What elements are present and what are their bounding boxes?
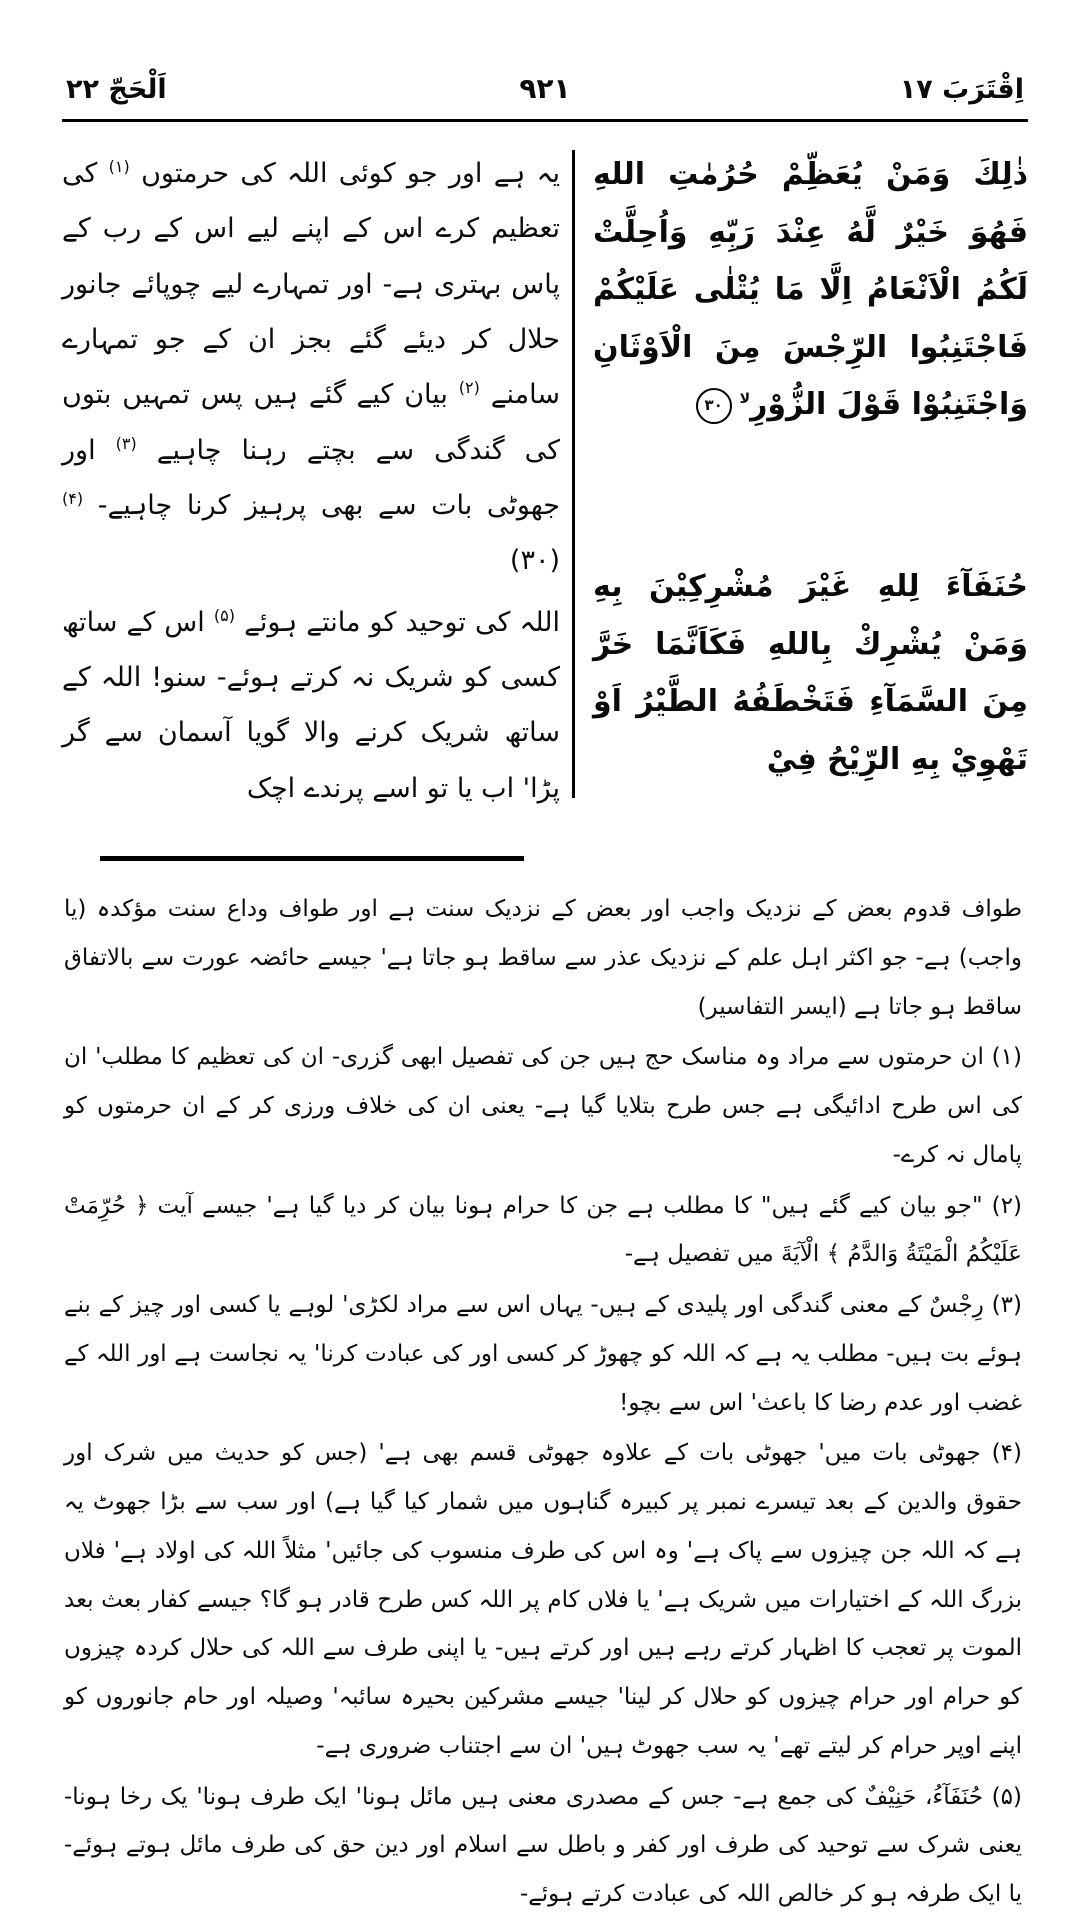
quran-arabic-column: [589, 146, 1028, 816]
footnote-text: حُنَفَآءُ، حَنِيْفٌ کی جمع ہے- جس کے مصدری معنی ہیں مائل ہونا' ایک طرف ہونا' یک رخا ہونا- یعنی شرک سے توحید کی طرف اور کفر و باطل سے اسلام اور دین حق کی طرف مائل ہوتے ہوئے- یا ایک طرفہ ہو کر خالص اللہ کی عبادت کرتے ہوئے-: [64, 1783, 1022, 1908]
quran-ayah-31: حُنَفَآءَ لِلهِ غَيْرَ مُشْرِكِيْنَ بِهِ وَمَنْ يُشْرِكْ بِاللهِ فَكَاَنَّمَا خَرَّ مِنَ السَّمَآءِ فَتَخْطَفُهُ الطَّيْرُ اَوْ تَهْوِيْ بِهِ الرِّيْحُ فِيْ: [593, 568, 1028, 777]
footnote-ref-marker: (۴): [62, 489, 84, 509]
quran-ayah-30: [593, 146, 1028, 434]
footnote-item: [64, 1033, 1022, 1179]
waqf-mark: لا: [739, 391, 751, 408]
footnote-item: [64, 1182, 1022, 1280]
juz-name-label: اِقْتَرَبَ ۱۷: [899, 74, 1024, 105]
footnote-list: [64, 1033, 1022, 1919]
footnote-text: جھوٹی بات میں' جھوٹی بات کے علاوہ جھوٹی قسم بھی ہے' (جس کو حدیث میں شرک اور حقوق والدین کے بعد تیسرے نمبر پر کبیرہ گناہوں میں شمار کیا گیا ہے) اور سب سے بڑا جھوٹ یہ ہے کہ اللہ جن چیزوں سے پاک ہے' وہ اس کی طرف منسوب کی جائیں' مثلاً اللہ کی اولاد ہے' فلاں بزرگ اللہ کے اختیارات میں شریک ہے' یا فلاں کام پر اللہ کس طرح قادر ہو گا؟ جیسے کفار بعث بعد الموت پر تعجب کا اظہار کرتے رہے ہیں اور کرتے ہیں- یا اپنی طرف سے اللہ کی حلال کردہ چیزوں کو حرام اور حرام چیزوں کو حلال کر لینا' جیسے مشرکین بحیرہ سائبہ' وصیلہ اور حام جانوروں کو اپنے اوپر حرام کر لیتے تھے' یہ سب جھوٹ ہیں' ان سے اجتناب ضروری ہے-: [64, 1440, 1022, 1759]
footnote-marker: (۳): [983, 1292, 1022, 1319]
translation-paragraph-ayah30: یہ ہے اور جو کوئی اللہ کی حرمتوں $^{(۱)}$ کی تعظیم کرے اس کے اپنے لیے اس کے رب کے پاس بہتری ہے- اور تمہارے لیے چوپائے جانور حلال کر دیئے گئے بجز ان کے جو تمہارے سامنے $^{(۲)}$ بیان کیے گئے ہیں پس تمہیں بتوں کی گندگی سے بچتے رہنا چاہیے $^{(۳)}$ اور جھوٹی بات سے بھی پرہیز کرنا چاہیے- $^{(۴)}$ (۳۰): [62, 157, 560, 577]
page-header: [62, 72, 1028, 105]
footnote-marker: (۱): [983, 1044, 1022, 1071]
footnote-text: "جو بیان کیے گئے ہیں" کا مطلب ہے جن کا حرام ہونا بیان کر دیا گیا ہے' جیسے آیت ﴿ حُرِّمَتْ عَلَيْكُمُ الْمَيْتَةُ وَالدَّمُ ﴾ الْآيَةَ میں تفصیل ہے-: [64, 1192, 1022, 1268]
surah-name-label: اَلْحَجّ ۲۲: [66, 74, 167, 105]
ayah-number-badge: ٣٠: [696, 388, 732, 424]
footnote-marker: (۲): [982, 1192, 1022, 1219]
footnote-item: [64, 1429, 1022, 1770]
footnote-ref-marker: (۱): [108, 157, 130, 176]
footnote-item: [64, 1281, 1022, 1427]
footnote-item: [64, 1773, 1022, 1919]
translation-paragraph-ayah31: اللہ کی توحید کو مانتے ہوئے $^{(۵)}$ اس کے ساتھ کسی کو شریک نہ کرتے ہوئے- سنو! اللہ کے ساتھ شریک کرنے والا گویا آسمان سے گر پڑا' اب یا تو اسے پرندے اچک: [62, 605, 560, 804]
footnote-marker: (۴): [980, 1440, 1022, 1467]
column-divider-line: [572, 150, 575, 798]
footnote-ref-marker: (۲): [458, 378, 480, 398]
verse-section: [62, 146, 1028, 816]
footnote-text: رِجْسٌ کے معنی گندگی اور پلیدی کے ہیں- یہاں اس سے مراد لکڑی' لوہے یا کسی اور چیز کے بنے ہوئے بت ہیں- مطلب یہ ہے کہ اللہ کو چھوڑ کر کسی اور کی عبادت کرنا' یہ نجاست ہے اور اللہ کے غضب اور عدم رضا کا باعث' اس سے بچو!: [64, 1292, 1022, 1416]
footnote-divider-line: [100, 856, 524, 861]
footnote-text: ان حرمتوں سے مراد وہ مناسک حج ہیں جن کی تفصیل ابھی گزری- ان کی تعظیم کا مطلب' ان کی اس طرح ادائیگی ہے جس طرح بتلایا گیا ہے- یعنی ان کی خلاف ورزی کر کے ان حرمتوں کو پامال نہ کرے-: [64, 1044, 1022, 1168]
footnote-continuation: طواف قدوم بعض کے نزدیک واجب اور بعض کے نزدیک سنت ہے اور طواف وداع سنت مؤکدہ (یا واجب) ہے- جو اکثر اہل علم کے نزدیک عذر سے ساقط ہو جاتا ہے' جیسے حائضہ عورت سے بالاتفاق ساقط ہو جاتا ہے (ایسر التفاسیر): [64, 896, 1022, 1020]
footnote-ref-marker: (۳): [115, 433, 137, 453]
header-divider-line: [62, 119, 1028, 122]
footnote-marker: (۵): [983, 1783, 1022, 1810]
footnotes-section: [62, 885, 1028, 1919]
urdu-translation-column: [62, 146, 560, 816]
quran-ayah-30-text: ذٰلِكَ وَمَنْ يُعَظِّمْ حُرُمٰتِ اللهِ فَهُوَ خَيْرٌ لَّهُ عِنْدَ رَبِّهِ وَاُحِلَّتْ لَكُمُ الْاَنْعَامُ اِلَّا مَا يُتْلٰى عَلَيْكُمْ فَاجْتَنِبُوا الرِّجْسَ مِنَ الْاَوْثَانِ وَاجْتَنِبُوْا قَوْلَ الزُّوْرِ: [593, 157, 1028, 423]
page-number: ۹۲۱: [519, 72, 571, 105]
footnote-ref-marker: (۵): [213, 605, 235, 625]
